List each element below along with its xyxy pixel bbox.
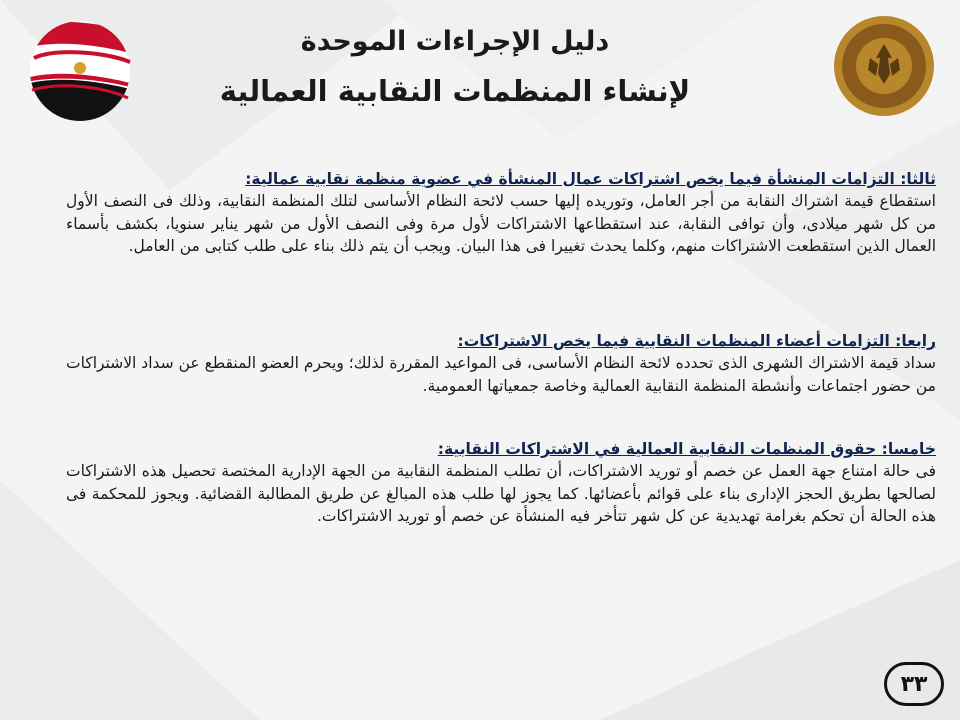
section-fourth xyxy=(66,330,936,397)
section-paragraph: استقطاع قيمة اشتراك النقابة من أجر العامل، وتوريده إليها حسب لائحة النظام الأساسى لتلك المنظمة النقابية، وذلك فى النصف الأول من كل شهر ميلادى، وأن توافى النقابة، عند استقطاعها الاشتراكات لأول مرة وفى النصف الأول من شهر يناير سنويا، بكشف بأسماء العمال الذين استقطعت الاشتراكات منهم، وكلما يحدث تغييرا فى هذا البيان. ويجب أن يتم ذلك بناء على طلب كتابى من العامل. xyxy=(66,192,936,255)
section-third xyxy=(66,168,936,258)
section-paragraph: فى حالة امتناع جهة العمل عن خصم أو توريد الاشتراكات، أن تطلب المنظمة النقابية من الجهة الإدارية المختصة تحصيل هذه الاشتراكات لصالحها بطريق الحجز الإدارى بناء على قوائم بأعضائها. كما يجوز لها طلب هذه المبالغ عن طريق المطالبة القضائية. ويجوز للمحكمة فى هذه الحالة أن تحكم بغرامة تهديدية عن كل شهر تتأخر فيه المنشأة عن خصم أو توريد الاشتراكات. xyxy=(66,462,936,525)
title-line-1: دليل الإجراءات الموحدة xyxy=(300,26,610,57)
page-number-badge: ٣٣ xyxy=(884,662,944,706)
title-line-2: لإنشاء المنظمات النقابية العمالية xyxy=(219,74,691,108)
section-heading: خامسا: حقوق المنظمات النقابية العمالية في الاشتراكات النقابية: xyxy=(437,440,936,458)
section-paragraph: سداد قيمة الاشتراك الشهرى الذى تحدده لائحة النظام الأساسى، فى المواعيد المقررة لذلك؛ ويحرم العضو المنقطع عن سداد الاشتراكات من حضور اجتماعات وأنشطة المنظمة النقابية العمالية وخاصة جمعياتها العمومية. xyxy=(66,354,936,395)
section-heading: رابعا: التزامات أعضاء المنظمات النقابية فيما يخص الاشتراكات: xyxy=(457,332,936,350)
section-heading: ثالثا: التزامات المنشأة فيما يخص اشتراكات عمال المنشأة في عضوية منظمة نقابية عمالية: xyxy=(245,170,936,188)
egypt-flag-ball-logo xyxy=(26,18,134,124)
section-fifth xyxy=(66,438,936,528)
ministry-of-manpower-seal xyxy=(832,14,936,118)
